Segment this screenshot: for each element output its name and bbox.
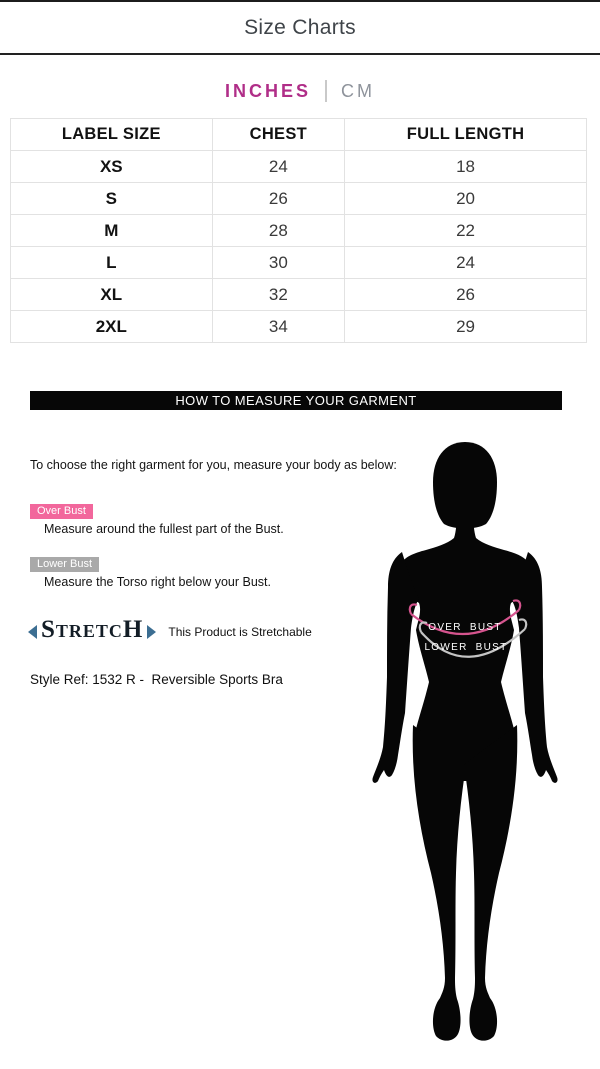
stretch-note-row bbox=[28, 618, 312, 645]
table-row bbox=[11, 247, 587, 279]
body-silhouette-figure bbox=[345, 432, 585, 1052]
column-header-full-length: FULL LENGTH bbox=[345, 119, 587, 151]
chest-value: 32 bbox=[212, 279, 344, 311]
unit-separator bbox=[325, 80, 327, 102]
chest-value: 34 bbox=[212, 311, 344, 343]
measure-guide-image bbox=[0, 346, 600, 1069]
tab-cm[interactable]: CM bbox=[341, 80, 375, 101]
table-row bbox=[11, 311, 587, 343]
table-row bbox=[11, 151, 587, 183]
style-ref-text: Style Ref: 1532 R - Reversible Sports Bra bbox=[30, 672, 283, 687]
over-bust-description: Measure around the fullest part of the Bust. bbox=[44, 522, 284, 536]
full-length-value: 24 bbox=[345, 247, 587, 279]
table-header-row bbox=[11, 119, 587, 151]
size-label: L bbox=[11, 247, 213, 279]
size-label: S bbox=[11, 183, 213, 215]
over-bust-chip: Over Bust bbox=[30, 504, 93, 519]
size-label: M bbox=[11, 215, 213, 247]
size-label: 2XL bbox=[11, 311, 213, 343]
figure-lower-bust-label: LOWER BUST bbox=[424, 642, 508, 653]
chest-value: 26 bbox=[212, 183, 344, 215]
size-chart-table bbox=[10, 118, 587, 343]
figure-over-bust-label: OVER BUST bbox=[428, 622, 502, 633]
stretch-note-text: This Product is Stretchable bbox=[168, 624, 312, 639]
stretch-logo-mid: TRETC bbox=[55, 621, 123, 641]
stretch-logo bbox=[41, 618, 143, 645]
stretch-logo-first: S bbox=[41, 616, 56, 643]
lower-bust-description: Measure the Torso right below your Bust. bbox=[44, 575, 271, 589]
size-label: XL bbox=[11, 279, 213, 311]
table-row bbox=[11, 279, 587, 311]
page-title: Size Charts bbox=[244, 15, 356, 39]
chest-value: 24 bbox=[212, 151, 344, 183]
full-length-value: 18 bbox=[345, 151, 587, 183]
right-arrow-icon bbox=[147, 625, 156, 639]
size-label: XS bbox=[11, 151, 213, 183]
woman-silhouette-icon bbox=[345, 432, 585, 1052]
unit-toggle bbox=[0, 77, 600, 105]
full-length-value: 29 bbox=[345, 311, 587, 343]
chest-value: 28 bbox=[212, 215, 344, 247]
column-header-label-size: LABEL SIZE bbox=[11, 119, 213, 151]
page-header bbox=[0, 2, 600, 55]
tab-inches[interactable]: INCHES bbox=[224, 80, 311, 101]
chest-value: 30 bbox=[212, 247, 344, 279]
guide-intro-text: To choose the right garment for you, measure your body as below: bbox=[30, 458, 397, 472]
stretch-logo-last: H bbox=[122, 616, 144, 643]
full-length-value: 20 bbox=[345, 183, 587, 215]
left-arrow-icon bbox=[28, 625, 37, 639]
table-row bbox=[11, 183, 587, 215]
column-header-chest: CHEST bbox=[212, 119, 344, 151]
lower-bust-chip: Lower Bust bbox=[30, 557, 99, 572]
table-row bbox=[11, 215, 587, 247]
full-length-value: 26 bbox=[345, 279, 587, 311]
guide-banner: HOW TO MEASURE YOUR GARMENT bbox=[30, 391, 562, 410]
full-length-value: 22 bbox=[345, 215, 587, 247]
